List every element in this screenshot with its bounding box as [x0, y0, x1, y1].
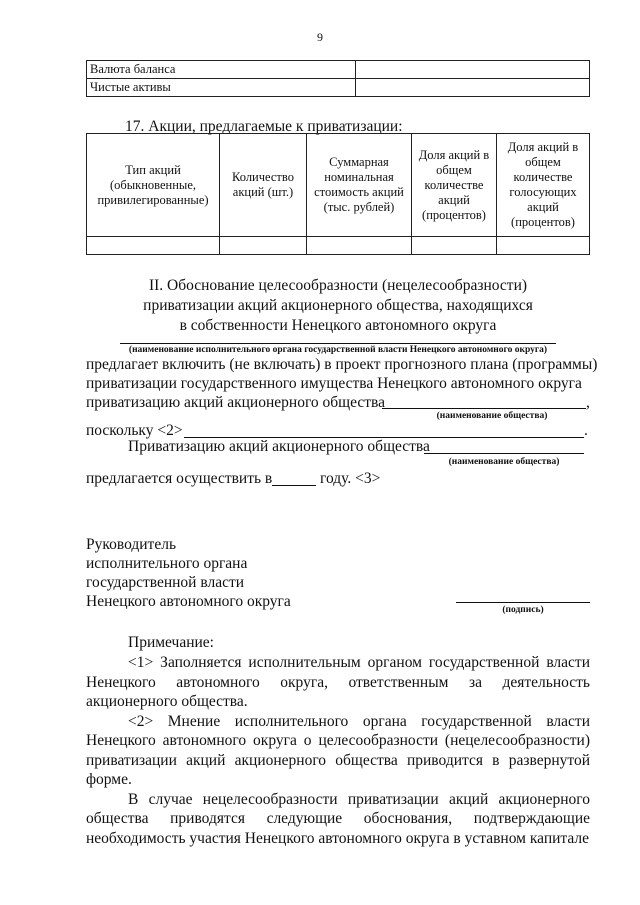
note-2: <2> Мнение исполнительного органа государственной власти Ненецкого автономного округа о целесообразности (нецелесообразности) приватизации акций акционерного общества приводится в развернутой форме. — [86, 712, 590, 788]
section-2-title-line1: II. Обоснование целесообразности (нецелесообразности) — [148, 277, 528, 294]
table-cell — [412, 237, 497, 255]
col-nominal-value: Суммарная номинальная стоимость акций (тыс. рублей) — [307, 134, 412, 237]
company-name-line-2 — [424, 453, 584, 454]
signature-line-4: Ненецкого автономного округа — [86, 593, 291, 610]
table-row — [87, 61, 590, 79]
notes-title: Примечание: — [128, 634, 214, 651]
section-17-title: 17. Акции, предлагаемые к приватизации: — [125, 118, 403, 135]
organ-name-caption: (наименование исполнительного органа государственной власти Ненецкого автономного округа) — [128, 345, 548, 355]
page-number: 9 — [317, 30, 323, 44]
year-prefix: предлагается осуществить в — [86, 470, 273, 487]
notes-body — [86, 653, 590, 848]
balance-currency-value — [356, 61, 590, 79]
table-header-row — [87, 134, 590, 237]
company-name-caption-2: (наименование общества) — [448, 457, 560, 467]
col-share-count: Количество акций (шт.) — [220, 134, 307, 237]
col-share-percent: Доля акций в общем количестве акций (процентов) — [412, 134, 497, 237]
balance-currency-label: Валюта баланса — [87, 61, 356, 79]
table-cell — [307, 237, 412, 255]
note-1: <1> Заполняется исполнительным органом государственной власти Ненецкого автономного округа, ответственным за деятельность акционерного общества. — [86, 654, 590, 710]
table-cell — [87, 237, 220, 255]
shares-table — [86, 133, 590, 255]
organ-name-line — [120, 343, 556, 344]
section-2-title-line2: приватизации акций акционерного общества, находящихся — [143, 297, 533, 314]
balance-table — [86, 60, 590, 97]
col-voting-percent: Доля акций в общем количестве голосующих акций (процентов) — [497, 134, 590, 237]
table-cell — [497, 237, 590, 255]
company-name-line — [382, 408, 586, 409]
signature-line-2: исполнительного органа — [86, 555, 248, 572]
year-suffix: году. <3> — [320, 470, 381, 487]
signature-line — [456, 602, 590, 603]
proposal-line-2: приватизации государственного имущества Ненецкого автономного округа — [86, 375, 582, 392]
company-name-caption: (наименование общества) — [436, 411, 548, 421]
net-assets-label: Чистые активы — [87, 79, 356, 97]
col-share-type: Тип акций (обыкновенные, привилегированные) — [87, 134, 220, 237]
proposal-line-3: приватизацию акций акционерного общества — [86, 394, 386, 411]
table-row — [87, 79, 590, 97]
note-3: В случае нецелесообразности приватизации акций акционерного общества приводятся следующие обоснования, подтверждающие необходимость участия Ненецкого автономного округа в уставном капитале — [86, 790, 590, 847]
because-label: поскольку <2> — [86, 422, 183, 439]
proposal-line-3-comma: , — [586, 394, 590, 411]
signature-caption: (подпись) — [502, 605, 544, 615]
signature-line-3: государственной власти — [86, 574, 245, 591]
net-assets-value — [356, 79, 590, 97]
year-line — [272, 485, 316, 486]
signature-line-1: Руководитель — [86, 536, 177, 553]
table-cell — [220, 237, 307, 255]
proposal-line-1: предлагает включить (не включать) в проект прогнозного плана (программы) — [86, 356, 598, 373]
privatization-line: Приватизацию акций акционерного общества — [128, 438, 430, 455]
table-row — [87, 237, 590, 255]
because-end: . — [584, 422, 588, 439]
section-2-title-line3: в собственности Ненецкого автономного округа — [179, 317, 497, 334]
